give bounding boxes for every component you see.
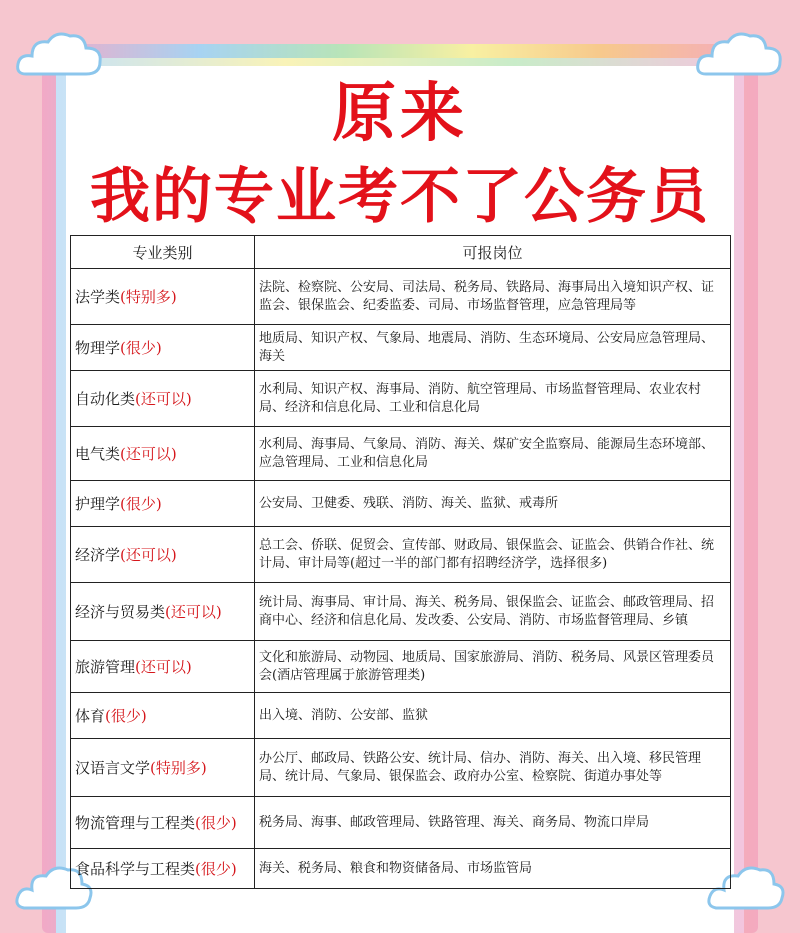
level-badge: (很少) [120, 495, 162, 513]
level-badge: (还可以) [135, 390, 192, 408]
level-badge: (很少) [105, 707, 147, 725]
title-line-2: 我的专业考不了公务员 [90, 162, 710, 232]
major-cell [71, 427, 255, 481]
major-cell [71, 371, 255, 427]
level-badge: (很少) [120, 339, 162, 357]
table-row [71, 269, 731, 325]
major-name: 电气类 [75, 445, 121, 463]
major-cell [71, 481, 255, 527]
level-badge: (特别多) [120, 288, 177, 306]
positions-cell: 水利局、知识产权、海事局、消防、航空管理局、市场监督管理局、农业农村局、经济和信息化局、工业和信息化局 [255, 371, 731, 427]
major-name: 法学类 [75, 288, 121, 306]
table-row [71, 693, 731, 739]
major-cell [71, 797, 255, 849]
major-cell [71, 849, 255, 889]
positions-cell: 文化和旅游局、动物园、地质局、国家旅游局、消防、税务局、风景区管理委员会(酒店管理属于旅游管理类) [255, 641, 731, 693]
major-name: 汉语言文学 [75, 759, 151, 777]
positions-cell: 办公厅、邮政局、铁路公安、统计局、信办、消防、海关、出入境、移民管理局、统计局、气象局、银保监会、政府办公室、检察院、街道办事处等 [255, 739, 731, 797]
major-name: 物理学 [75, 339, 121, 357]
major-name: 旅游管理 [75, 658, 136, 676]
level-badge: (很少) [195, 814, 237, 832]
major-cell [71, 583, 255, 641]
major-cell [71, 325, 255, 371]
major-name: 经济与贸易类 [75, 603, 166, 621]
major-cell [71, 739, 255, 797]
table-row [71, 427, 731, 481]
table-row [71, 641, 731, 693]
positions-cell: 海关、税务局、粮食和物资储备局、市场监管局 [255, 849, 731, 889]
level-badge: (还可以) [120, 546, 177, 564]
table-row [71, 583, 731, 641]
major-cell [71, 641, 255, 693]
table-row [71, 849, 731, 889]
major-positions-table [70, 235, 731, 889]
table-row [71, 527, 731, 583]
positions-cell: 出入境、消防、公安部、监狱 [255, 693, 731, 739]
positions-cell: 公安局、卫健委、残联、消防、海关、监狱、戒毒所 [255, 481, 731, 527]
table-header-row [71, 236, 731, 269]
title-line-1: 原来 [332, 76, 468, 151]
major-name: 食品科学与工程类 [75, 860, 196, 878]
table-row [71, 797, 731, 849]
positions-cell: 地质局、知识产权、气象局、地震局、消防、生态环境局、公安局应急管理局、海关 [255, 325, 731, 371]
major-name: 物流管理与工程类 [75, 814, 196, 832]
level-badge: (还可以) [120, 445, 177, 463]
level-badge: (还可以) [165, 603, 222, 621]
table-row [71, 739, 731, 797]
positions-cell: 税务局、海事、邮政管理局、铁路管理、海关、商务局、物流口岸局 [255, 797, 731, 849]
level-badge: (很少) [195, 860, 237, 878]
positions-cell: 法院、检察院、公安局、司法局、税务局、铁路局、海事局出入境知识产权、证监会、银保监会、纪委监委、司局、市场监督管理，应急管理局等 [255, 269, 731, 325]
major-name: 护理学 [75, 495, 121, 513]
positions-cell: 水利局、海事局、气象局、消防、海关、煤矿安全监察局、能源局生态环境部、应急管理局、工业和信息化局 [255, 427, 731, 481]
level-badge: (还可以) [135, 658, 192, 676]
major-name: 自动化类 [75, 390, 136, 408]
table-row [71, 325, 731, 371]
major-cell [71, 693, 255, 739]
header-major-category: 专业类别 [71, 236, 255, 269]
major-name: 体育 [75, 707, 106, 725]
table-row [71, 481, 731, 527]
level-badge: (特别多) [150, 759, 207, 777]
major-cell [71, 269, 255, 325]
positions-cell: 统计局、海事局、审计局、海关、税务局、银保监会、证监会、邮政管理局、招商中心、经济和信息化局、发改委、公安局、消防、市场监督管理局、乡镇 [255, 583, 731, 641]
table-row [71, 371, 731, 427]
major-name: 经济学 [75, 546, 121, 564]
header-positions: 可报岗位 [255, 236, 731, 269]
major-cell [71, 527, 255, 583]
positions-cell: 总工会、侨联、促贸会、宣传部、财政局、银保监会、证监会、供销合作社、统计局、审计局等(超过一半的部门都有招聘经济学，选择很多) [255, 527, 731, 583]
